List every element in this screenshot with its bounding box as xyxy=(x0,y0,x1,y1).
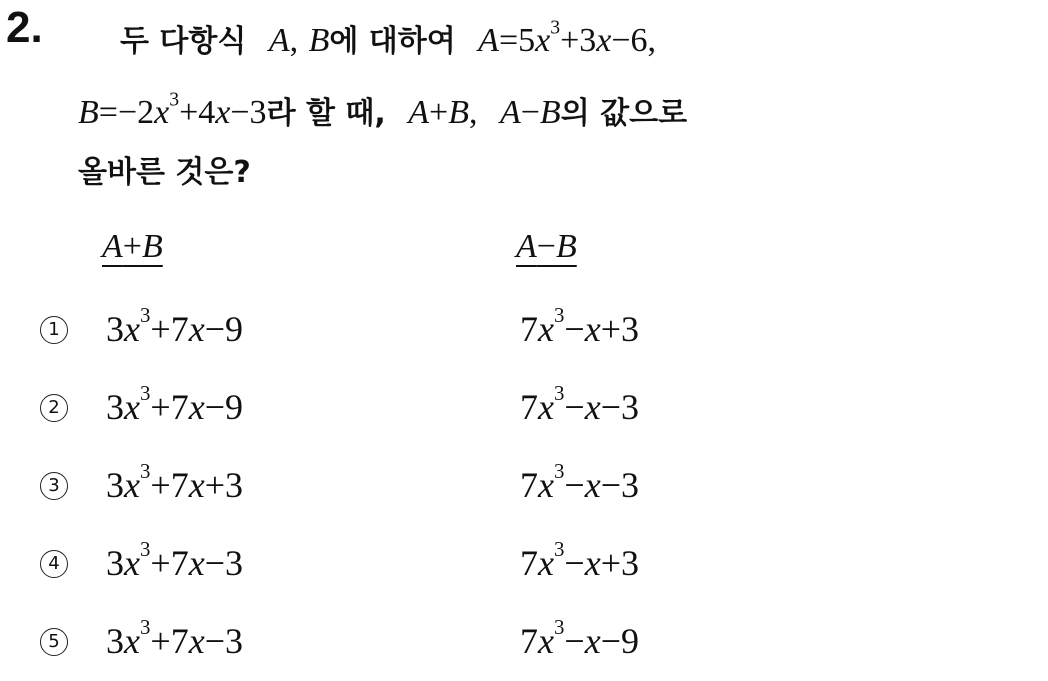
option-a-minus-b: $7x^3-x-3$ xyxy=(520,459,640,505)
option-a-plus-b: $3x^3+7x-9$ xyxy=(106,381,244,427)
answer-option-4[interactable] xyxy=(40,537,840,592)
question-text: 두 다항식 xyxy=(120,24,247,59)
option-a-plus-b: $3x^3+7x-9$ xyxy=(106,303,244,349)
answer-option-2[interactable] xyxy=(40,381,840,436)
option-a-minus-b: $7x^3-x-9$ xyxy=(520,615,640,661)
column-header-a-minus-b: A−B xyxy=(516,228,577,265)
expression-a-plus-b: A+B xyxy=(408,94,469,131)
answer-option-3[interactable] xyxy=(40,459,840,514)
answer-option-5[interactable] xyxy=(40,615,840,670)
comma: , xyxy=(469,94,478,131)
column-header-a-plus-b: A+B xyxy=(102,228,163,265)
question-line-1 xyxy=(120,16,657,59)
comma: , xyxy=(289,22,299,59)
option-a-minus-b: $7x^3-x-3$ xyxy=(520,381,640,427)
option-marker-5: 5 xyxy=(40,628,68,656)
polynomial-a-definition: $A=5x^3+3x-6$, xyxy=(478,16,657,59)
question-line-2 xyxy=(78,88,688,131)
question-text: 에 대하여 xyxy=(329,24,456,59)
option-a-minus-b: $7x^3-x+3$ xyxy=(520,537,640,583)
expression-a-minus-b: A−B xyxy=(499,94,561,131)
math-var-b: B xyxy=(308,22,330,59)
option-marker-1: 1 xyxy=(40,316,68,344)
answer-option-1[interactable] xyxy=(40,303,840,358)
option-a-plus-b: $3x^3+7x-3$ xyxy=(106,537,244,583)
option-a-minus-b: $7x^3-x+3$ xyxy=(520,303,640,349)
option-a-plus-b: $3x^3+7x-3$ xyxy=(106,615,244,661)
question-number: 2. xyxy=(6,3,43,52)
option-marker-4: 4 xyxy=(40,550,68,578)
question-text: 의 값으로 xyxy=(560,96,688,131)
option-a-plus-b: $3x^3+7x+3$ xyxy=(106,459,244,505)
polynomial-b-definition: $B=-2x^3+4x-3$ xyxy=(78,88,267,131)
option-marker-2: 2 xyxy=(40,394,68,422)
question-text: 라 할 때, xyxy=(266,96,386,131)
math-var-a: A xyxy=(268,22,290,59)
question-line-3: 올바른 것은? xyxy=(78,155,251,190)
option-marker-3: 3 xyxy=(40,472,68,500)
